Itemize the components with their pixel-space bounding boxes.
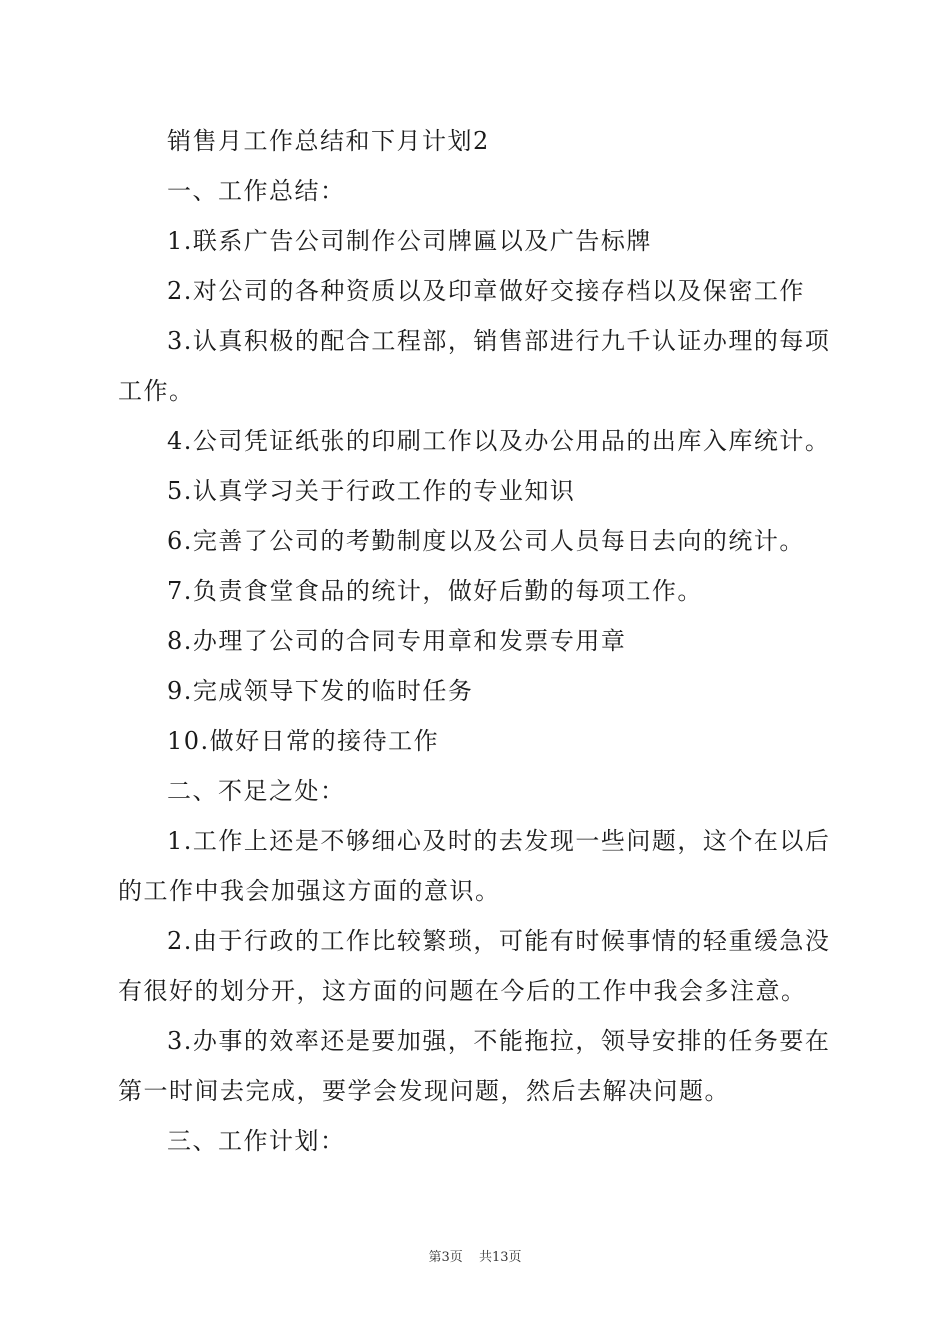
- summary-item-6: 6.完善了公司的考勤制度以及公司人员每日去向的统计。: [167, 527, 805, 555]
- section-heading-shortcomings: 二、不足之处：: [167, 777, 346, 805]
- page-footer: [0, 1246, 950, 1265]
- summary-item-2: 2.对公司的各种资质以及印章做好交接存档以及保密工作: [167, 277, 805, 305]
- summary-item-5: 5.认真学习关于行政工作的专业知识: [167, 477, 576, 505]
- document-title: 销售月工作总结和下月计划2: [167, 127, 490, 155]
- shortcoming-item-2: 2.由于行政的工作比较繁琐，可能有时候事情的轻重缓急没有很好的划分开，这方面的问题在今后的工作中我会多注意。: [118, 927, 831, 1005]
- summary-item-4: 4.公司凭证纸张的印刷工作以及办公用品的出库入库统计。: [167, 427, 831, 455]
- shortcoming-item-1: 1.工作上还是不够细心及时的去发现一些问题，这个在以后的工作中我会加强这方面的意识。: [118, 827, 831, 905]
- section-heading-plan: 三、工作计划：: [167, 1127, 346, 1155]
- summary-item-10: 10.做好日常的接待工作: [167, 727, 440, 755]
- document-body: [118, 116, 836, 1166]
- shortcoming-item-3: 3.办事的效率还是要加强，不能拖拉，领导安排的任务要在第一时间去完成，要学会发现问题，然后去解决问题。: [118, 1027, 831, 1105]
- summary-item-7: 7.负责食堂食品的统计，做好后勤的每项工作。: [167, 577, 703, 605]
- section-heading-summary: 一、工作总结：: [167, 177, 346, 205]
- page-total: 共13页: [478, 1250, 522, 1265]
- page-number: 第3页: [428, 1250, 463, 1265]
- summary-item-8: 8.办理了公司的合同专用章和发票专用章: [167, 627, 627, 655]
- summary-item-9: 9.完成领导下发的临时任务: [167, 677, 474, 705]
- summary-item-1: 1.联系广告公司制作公司牌匾以及广告标牌: [167, 227, 652, 255]
- summary-item-3: 3.认真积极的配合工程部，销售部进行九千认证办理的每项工作。: [118, 327, 831, 405]
